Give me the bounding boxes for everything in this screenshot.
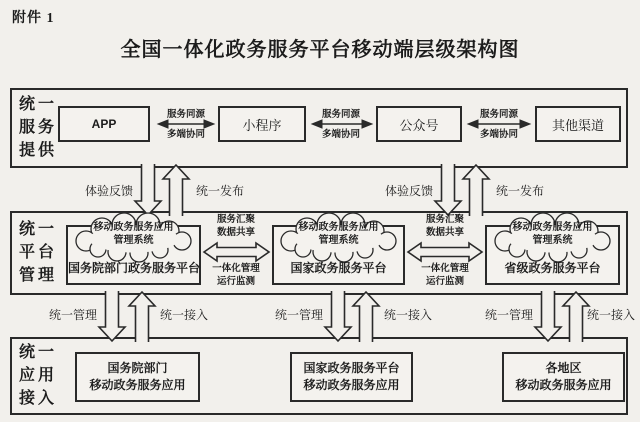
cloud-label-line: 管理系统 bbox=[532, 235, 573, 246]
sync-label-top: 服务同源 bbox=[321, 110, 360, 120]
down-block-arrow-icon bbox=[325, 291, 351, 341]
sync-label-top: 服务同源 bbox=[479, 110, 518, 120]
cloud-label-line: 移动政务服务应用 bbox=[298, 222, 379, 233]
node-regional-app bbox=[502, 352, 625, 402]
channel-label: 公众号 bbox=[399, 117, 439, 133]
platform-name: 省级政务服务平台 bbox=[504, 261, 601, 275]
exchange-label-top bbox=[412, 214, 478, 239]
exchange-label-line: 运行监测 bbox=[425, 276, 464, 287]
sync-label-top: 服务同源 bbox=[166, 110, 205, 120]
band-label-line: 统一 bbox=[18, 344, 57, 361]
access-label: 统一接入 bbox=[383, 308, 432, 322]
attachment-label: 附件 1 bbox=[12, 11, 55, 26]
sync-label-bottom: 多端协同 bbox=[479, 130, 518, 140]
down-block-arrow-icon bbox=[99, 291, 125, 341]
cloud-label bbox=[491, 214, 615, 247]
app-label bbox=[89, 360, 185, 394]
node-app-channel bbox=[58, 106, 150, 142]
band-label-line: 平台 bbox=[18, 244, 57, 261]
manage-label: 统一管理 bbox=[274, 308, 323, 322]
channel-label: 其他渠道 bbox=[551, 117, 604, 133]
cloud-label-line: 移动政务服务应用 bbox=[512, 222, 593, 233]
node-public-account-channel bbox=[376, 106, 462, 142]
exchange-label-line: 一体化管理 bbox=[212, 264, 260, 274]
band-label-line: 服务 bbox=[18, 119, 57, 136]
access-label: 统一接入 bbox=[159, 308, 208, 322]
node-state-council-dept-app bbox=[75, 352, 200, 402]
hollow-double-arrow-icon bbox=[408, 243, 482, 261]
sync-label-bottom: 多端协同 bbox=[166, 130, 205, 140]
cloud-management-system bbox=[491, 214, 615, 260]
node-national-platform bbox=[272, 222, 405, 285]
up-block-arrow-icon bbox=[129, 292, 155, 342]
down-block-arrow-icon bbox=[135, 164, 161, 215]
band-label-line: 管理 bbox=[18, 267, 57, 284]
diagram-title: 全国一体化政务服务平台移动端层级架构图 bbox=[120, 39, 520, 61]
up-block-arrow-icon bbox=[163, 165, 189, 216]
up-block-arrow-icon bbox=[353, 292, 379, 342]
exchange-label-line: 运行监测 bbox=[216, 276, 255, 287]
cloud-label bbox=[277, 214, 401, 247]
publish-label: 统一发布 bbox=[495, 184, 544, 198]
exchange-label-line: 服务汇聚 bbox=[216, 215, 255, 225]
band-label-line: 提供 bbox=[18, 142, 57, 159]
access-label: 统一接入 bbox=[586, 308, 635, 322]
exchange-label-line: 一体化管理 bbox=[421, 264, 469, 274]
app-label-line: 移动政务服务应用 bbox=[89, 378, 186, 392]
app-label-line: 各地区 bbox=[545, 361, 582, 375]
publish-label: 统一发布 bbox=[195, 184, 244, 198]
cloud-label bbox=[72, 214, 196, 247]
manage-label: 统一管理 bbox=[484, 308, 533, 322]
exchange-label-line: 服务汇聚 bbox=[425, 215, 464, 225]
platform-name: 国务院部门政务服务平台 bbox=[68, 261, 201, 275]
app-label bbox=[515, 360, 611, 394]
app-label-line: 移动政务服务应用 bbox=[303, 378, 400, 392]
cloud-management-system bbox=[277, 214, 401, 260]
platform-name: 国家政务服务平台 bbox=[290, 261, 387, 275]
node-state-council-dept-platform bbox=[66, 222, 201, 285]
app-label-line: 移动政务服务应用 bbox=[515, 378, 612, 392]
cloud-label-line: 管理系统 bbox=[318, 235, 359, 246]
exchange-label-line: 数据共享 bbox=[425, 227, 464, 238]
band-label-line: 应用 bbox=[18, 367, 57, 384]
feedback-label: 体验反馈 bbox=[84, 184, 133, 198]
up-block-arrow-icon bbox=[463, 165, 489, 216]
app-label-line: 国家政务服务平台 bbox=[303, 361, 400, 375]
cloud-label-line: 移动政务服务应用 bbox=[93, 222, 174, 233]
exchange-label-bottom bbox=[203, 263, 269, 288]
sync-label-bottom: 多端协同 bbox=[321, 130, 360, 140]
node-provincial-platform bbox=[485, 222, 620, 285]
cloud-label-line: 管理系统 bbox=[113, 235, 154, 246]
band-label-line: 统一 bbox=[18, 221, 57, 238]
feedback-label: 体验反馈 bbox=[384, 184, 433, 198]
node-national-platform-app bbox=[290, 352, 413, 402]
app-label-line: 国务院部门 bbox=[107, 361, 168, 375]
cloud-management-system bbox=[72, 214, 196, 260]
hollow-double-arrow-icon bbox=[204, 243, 269, 261]
down-block-arrow-icon bbox=[435, 164, 461, 215]
node-mini-program-channel bbox=[218, 106, 306, 142]
manage-label: 统一管理 bbox=[48, 308, 97, 322]
channel-label: 小程序 bbox=[242, 117, 282, 133]
node-other-channel bbox=[535, 106, 621, 142]
down-block-arrow-icon bbox=[535, 291, 561, 341]
app-label bbox=[303, 360, 399, 394]
channel-label: APP bbox=[91, 117, 117, 131]
exchange-label-bottom bbox=[412, 263, 478, 288]
exchange-label-line: 数据共享 bbox=[216, 227, 255, 238]
band-label-line: 接入 bbox=[18, 390, 57, 407]
band-label-line: 统一 bbox=[18, 96, 57, 113]
exchange-label-top bbox=[203, 214, 269, 239]
